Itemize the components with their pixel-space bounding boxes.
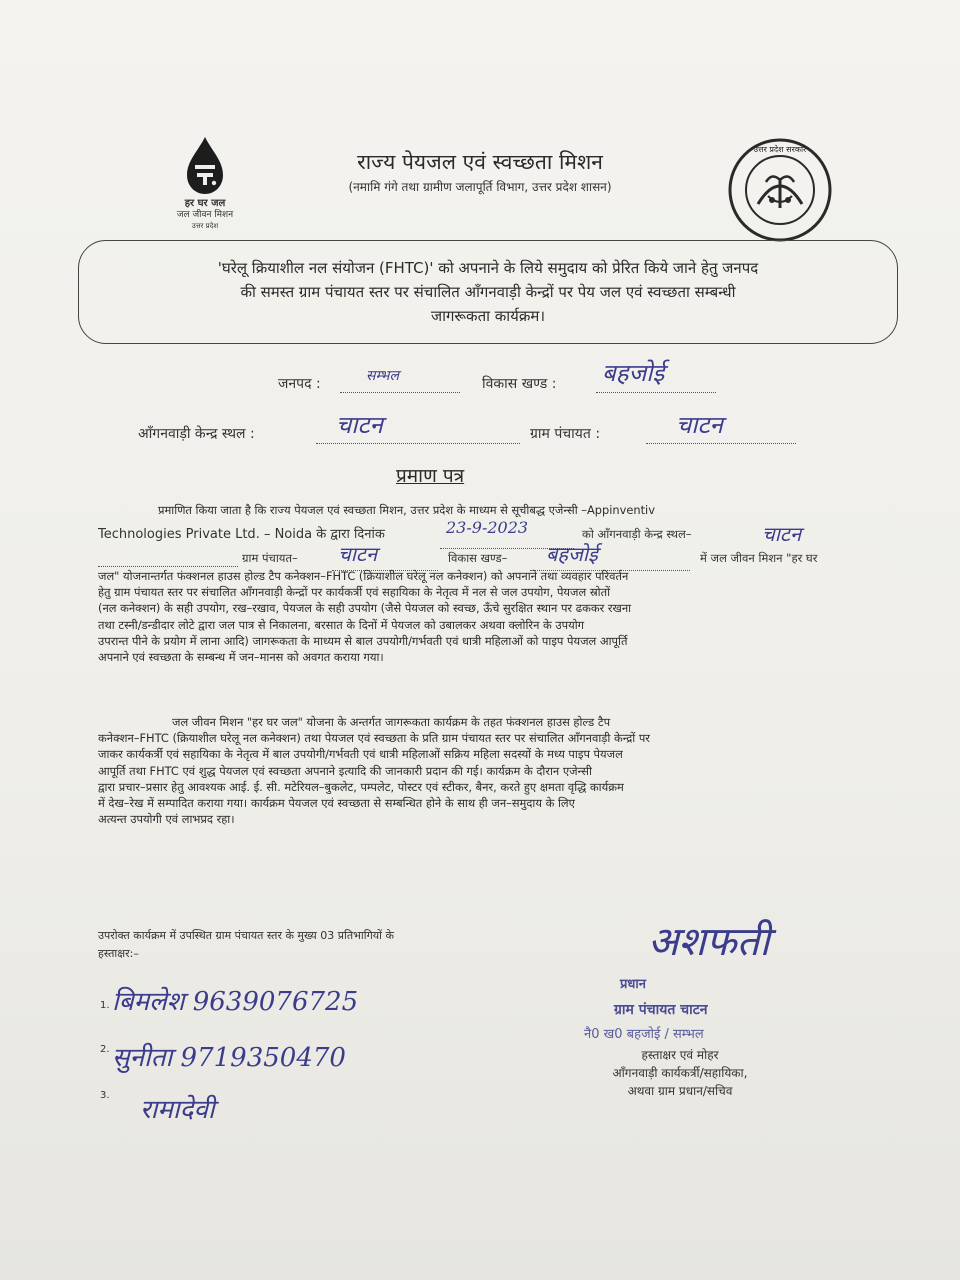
stamp-line-1: प्रधान <box>620 977 646 992</box>
janpad-label: जनपद : <box>278 376 321 392</box>
p2-line-4: आपूर्ति तथा FHTC एवं शुद्ध पेयजल एवं स्वच्छता अपनाने इत्यादि की जानकारी प्रदान की गई। कार्यक्रम के दौरान एजेन्सी <box>98 763 592 778</box>
p2-line-2: कनेक्शन–FHTC (क्रियाशील घरेलू नल कनेक्शन) तथा पेयजल एवं स्वच्छता के प्रति ग्राम पंचायत स्तर पर संचालित ऑंगनवाड़ी केन्द्रों पर <box>98 731 650 746</box>
page-subtitle: (नमामि गंगे तथा ग्रामीण जलापूर्ति विभाग, उत्तर प्रदेश शासन) <box>348 180 612 194</box>
stamp-line-3: नै0 ख0 बहजोई / सम्भल <box>584 1027 704 1042</box>
participant-3-num: 3. <box>100 1090 110 1101</box>
p1-line-2-b: को ऑंगनवाड़ी केन्द्र स्थल– <box>582 527 692 541</box>
janpad-line <box>340 376 460 393</box>
p1-line-3-b: विकास खण्ड– <box>448 551 508 565</box>
p2-line-7: अत्यन्त उपयोगी एवं लाभप्रद रहा। <box>98 812 235 827</box>
signatory-caption-2: ऑंगनवाड़ी कार्यकर्त्री/सहायिका, <box>612 1066 748 1080</box>
p1-line-1: प्रमाणित किया जाता है कि राज्य पेयजल एवं स्वच्छता मिशन, उत्तर प्रदेश के माध्यम से सूचीबद्ध एजेन्सी –Appinventiv <box>158 503 655 517</box>
signatory-caption-1: हस्ताक्षर एवं मोहर <box>641 1048 719 1062</box>
vikas-khand-label: विकास खण्ड : <box>482 376 557 392</box>
program-line-1: 'घरेलू क्रियाशील नल संयोजन (FHTC)' को अपनाने के लिये समुदाय को प्रेरित किये जाने हेतु जनपद <box>217 259 759 277</box>
logo-caption-3: उत्तर प्रदेश <box>191 222 219 230</box>
gp-value: चाटन <box>338 542 378 566</box>
gram-panchayat-label: ग्राम पंचायत : <box>530 426 601 442</box>
water-drop-icon <box>160 135 250 197</box>
p1-rest-line-1: जल" योजनान्तर्गत फंक्शनल हाउस होल्ड टैप कनेक्शन–FHTC (क्रियाशील घरेलू नल कनेक्शन) को अपनाने तथा व्यवहार परिवर्तन <box>98 569 629 583</box>
up-government-seal <box>728 138 832 242</box>
p1-line-3-dots <box>98 550 238 567</box>
block-value: बहजोई <box>546 542 598 566</box>
p1-rest-line-4: तथा टस्नी/डन्डीदार लोटे द्वारा जल पात्र से निकालना, बरसात के दिनों में पेयजल को उबालकर अथवा क्लोरिन के उपयोग <box>98 617 585 632</box>
gram-panchayat-value: चाटन <box>676 411 723 439</box>
p1-rest <box>98 568 876 665</box>
participant-2-num: 2. <box>100 1044 110 1055</box>
pradhan-signature: अशफती <box>648 919 770 965</box>
p1-rest-line-3: (नल कनेक्शन) के सही उपयोग, रख–रखाव, पेयजल के सही उपयोग (जैसे पेयजल को स्वच्छ, ऊँचे सुरक्षित स्थान पर ढककर रखना <box>98 601 632 616</box>
p1-line-3-a: ग्राम पंचायत– <box>242 551 298 565</box>
participant-1-num: 1. <box>100 1000 110 1011</box>
p2-line-6: में देख–रेख में सम्पादित कराया गया। कार्यक्रम पेयजल एवं स्वच्छता से सम्बन्धित होने के साथ ही जन–समुदाय के लिए <box>98 796 575 811</box>
p2 <box>98 714 876 827</box>
p2-line-5: द्वारा प्रचार–प्रसार हेतु आवश्यक आई. ई. सी. मटेरियल–बुकलेट, पम्पलेट, पोस्टर एवं स्टीकर, बैनर, करते हुए क्षमता वृद्धि कार्यक्रम <box>98 779 624 794</box>
program-line-3: जागरूकता कार्यक्रम। <box>430 307 546 325</box>
participants-intro-1: उपरोक्त कार्यक्रम में उपस्थित ग्राम पंचायत स्तर के मुख्य 03 प्रतिभागियों के <box>98 929 394 942</box>
participant-1-signature: बिमलेश 9639076725 <box>112 987 359 1017</box>
stamp-line-2: ग्राम पंचायत चाटन <box>614 1002 708 1018</box>
p1-rest-line-2: हेतु ग्राम पंचायत स्तर पर संचालित ऑंगनवाड़ी केन्द्रों पर कार्यकर्त्री एवं सहायिका के नेतृत्व में नल से जल उपयोग, पेयजल स्रोतों <box>98 585 611 600</box>
participant-3-signature: रामादेवी <box>140 1095 215 1125</box>
anganwadi-label: ऑंगनवाड़ी केन्द्र स्थल : <box>138 426 255 442</box>
p1-rest-line-5: उपरान्त पीने के प्रयोग में लाना आदि) जागरूकता के माध्यम से बाल उपयोगी/गर्भवती एवं धात्री महिलाओं को पाइप पेयजल आपूर्ति <box>98 633 628 648</box>
har-ghar-jal-logo <box>160 135 250 235</box>
p2-line-1: जल जीवन मिशन "हर घर जल" योजना के अन्तर्गत जागरूकता कार्यक्रम के तहत फंक्शनल हाउस होल्ड टैप <box>172 715 611 729</box>
participant-2-signature: सुनीता 9719350470 <box>112 1043 346 1073</box>
logo-caption-2: जल जीवन मिशन <box>176 210 234 220</box>
certificate-title: प्रमाण पत्र <box>396 465 465 487</box>
page-title: राज्य पेयजल एवं स्वच्छता मिशन <box>357 150 603 174</box>
p2-line-3: जाकर कार्यकर्त्री एवं सहायिका के नेतृत्व में बाल उपयोगी/गर्भवती एवं धात्री महिलाओं सक्रिय महिला सदस्यों के मध्य पाइप पेयजल <box>98 747 623 762</box>
anganwadi-value: चाटन <box>336 411 383 439</box>
p1-line-3-c: में जल जीवन मिशन "हर घर <box>700 551 818 565</box>
participants-intro-2: हस्ताक्षर:– <box>98 947 139 960</box>
signatory-caption-3: अथवा ग्राम प्रधान/सचिव <box>627 1084 733 1098</box>
program-title-text <box>108 256 868 328</box>
janpad-value: सम्भल <box>366 368 399 384</box>
p1-rest-line-6: अपनाने एवं स्वच्छता के सम्बन्ध में जन–मानस को अवगत कराया गया। <box>98 650 384 665</box>
logo-caption-1: हर घर जल <box>184 198 226 209</box>
date-value: 23-9-2023 <box>446 518 529 537</box>
seal-text: उत्तर प्रदेश सरकार <box>753 145 807 154</box>
center-value: चाटन <box>762 522 802 546</box>
p1-line-2-a: Technologies Private Ltd. – Noida के द्वारा दिनांक <box>98 527 385 542</box>
vikas-khand-value: बहजोई <box>602 359 665 387</box>
program-line-2: की समस्त ग्राम पंचायत स्तर पर संचालित ऑंगनवाड़ी केन्द्रों पर पेय जल एवं स्वच्छता सम्बन्धी <box>240 283 736 301</box>
